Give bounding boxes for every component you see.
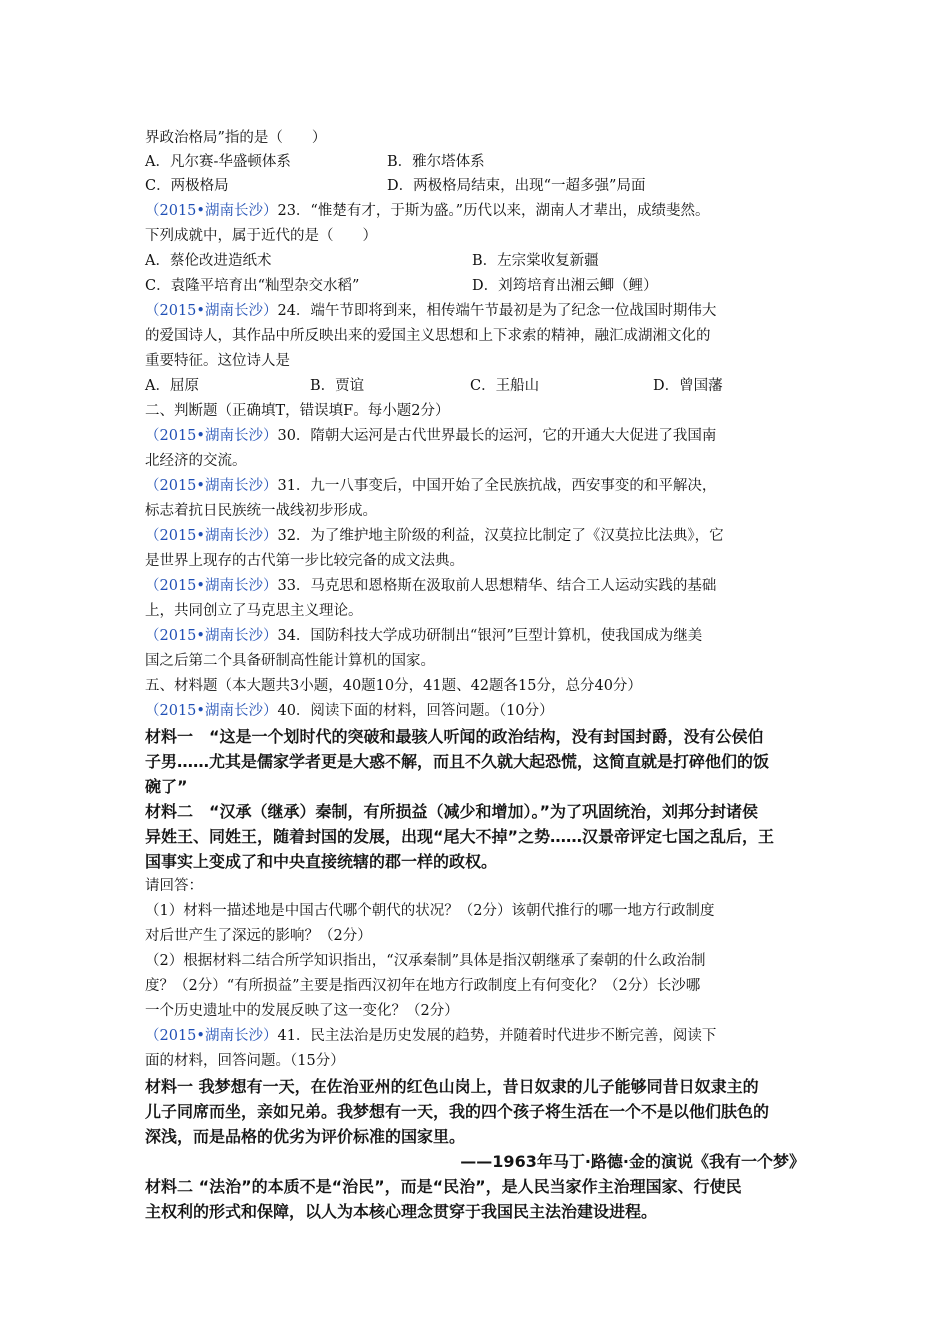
source-tag: （2015•湖南长沙）	[145, 478, 278, 494]
source-tag: （2015•湖南长沙）	[145, 628, 278, 644]
q40-text: 40．阅读下面的材料，回答问题。（10分）	[277, 703, 554, 719]
q23-option-a: A．蔡伦改进造纸术	[145, 253, 272, 269]
q41-material-2-line-2: 主权利的形式和保障，以人为本核心理念贯穿于我国民主法治建设进程。	[145, 1202, 658, 1221]
source-tag: （2015•湖南长沙）	[145, 428, 278, 444]
q22-option-a: A．凡尔赛-华盛顿体系	[145, 154, 291, 170]
q22-option-d: D．两极格局结束，出现“一超多强”局面	[387, 178, 646, 194]
q23-option-d: D．刘筠培育出湘云鲫（鲤）	[472, 278, 658, 294]
q33-text: 33．马克思和恩格斯在汲取前人思想精华、结合工人运动实践的基础	[277, 578, 717, 594]
q24-line-2: 的爱国诗人，其作品中所反映出来的爱国主义思想和上下求索的精神，融汇成湖湘文化的	[145, 328, 711, 344]
q34-line-1	[145, 626, 702, 646]
q40-material-2-line-1: 材料二 “汉承（继承）秦制，有所损益（减少和增加）。”为了巩固统治，刘邦分封诸侯	[145, 802, 759, 821]
q23-text: 23．“惟楚有才，于斯为盛。”历代以来，湖南人才辈出，成绩斐然。	[277, 203, 710, 219]
q24-option-a: A．屈原	[145, 378, 199, 394]
q30-text: 30．隋朝大运河是古代世界最长的运河，它的开通大大促进了我国南	[277, 428, 717, 444]
q41-text: 41．民主法治是历史发展的趋势，并随着时代进步不断完善，阅读下	[277, 1028, 717, 1044]
q40-ask: 请回答：	[145, 878, 203, 894]
q31-text: 31．九一八事变后，中国开始了全民族抗战，西安事变的和平解决，	[277, 478, 717, 494]
q23-line-2: 下列成就中，属于近代的是（ ）	[145, 228, 377, 244]
source-tag: （2015•湖南长沙）	[145, 528, 278, 544]
q41-line-2: 面的材料，回答问题。（15分）	[145, 1053, 345, 1069]
q41-material-1-attribution: ——1963年马丁·路德·金的演说《我有一个梦》	[460, 1152, 805, 1171]
q41-material-2-line-1: 材料二 “法治”的本质不是“治民”，而是“民治”，是人民当家作主治理国家、行使民	[145, 1177, 742, 1196]
q41-material-1-line-1: 材料一 我梦想有一天，在佐治亚州的红色山岗上，昔日奴隶的儿子能够同昔日奴隶主的	[145, 1077, 759, 1096]
q40-part-2-line-1: （2）根据材料二结合所学知识指出，“汉承秦制”具体是指汉朝继承了秦朝的什么政治制	[145, 953, 706, 969]
q30-line-1	[145, 426, 716, 446]
q33-line-1	[145, 576, 716, 596]
q24-option-c: C．王船山	[470, 378, 540, 394]
q40-part-2-line-3: 一个历史遗址中的发展反映了这一变化？（2分）	[145, 1003, 459, 1019]
section-2-heading: 二、判断题（正确填T，错误填F。每小题2分）	[145, 403, 450, 419]
source-tag: （2015•湖南长沙）	[145, 1028, 278, 1044]
q32-line-2: 是世界上现存的古代第一步比较完备的成文法典。	[145, 553, 464, 569]
q40-material-1-line-3: 碗了”	[145, 777, 188, 796]
q22-option-b: B．雅尔塔体系	[387, 154, 485, 170]
source-tag: （2015•湖南长沙）	[145, 203, 278, 219]
q41-material-1-line-3: 深浅，而是品格的优劣为评价标准的国家里。	[145, 1127, 466, 1146]
q31-line-2: 标志着抗日民族统一战线初步形成。	[145, 503, 377, 519]
q41-material-1-line-2: 儿子同席而坐，亲如兄弟。我梦想有一天，我的四个孩子将生活在一个不是以他们肤色的	[145, 1102, 770, 1121]
q40-material-1-line-2: 子男……尤其是儒家学者更是大惑不解，而且不久就大起恐慌，这简直就是打碎他们的饭	[145, 752, 770, 771]
source-tag: （2015•湖南长沙）	[145, 303, 278, 319]
source-tag: （2015•湖南长沙）	[145, 703, 278, 719]
q40-material-2-line-2: 异姓王、同姓王，随着封国的发展，出现“尾大不掉”之势……汉景帝评定七国之乱后，王	[145, 827, 775, 846]
q30-line-2: 北经济的交流。	[145, 453, 247, 469]
q23-option-b: B．左宗棠收复新疆	[472, 253, 599, 269]
q34-line-2: 国之后第二个具备研制高性能计算机的国家。	[145, 653, 435, 669]
q34-text: 34．国防科技大学成功研制出“银河”巨型计算机，使我国成为继美	[277, 628, 703, 644]
q23-line-1	[145, 201, 710, 221]
q40-material-2-line-3: 国事实上变成了和中央直接统辖的郡一样的政权。	[145, 852, 498, 871]
q24-line-3: 重要特征。这位诗人是	[145, 353, 290, 369]
q40-part-2-line-2: 度？（2分）“有所损益”主要是指西汉初年在地方行政制度上有何变化？（2分）长沙哪	[145, 978, 701, 994]
q40-part-1-line-1: （1）材料一描述地是中国古代哪个朝代的状况？（2分）该朝代推行的哪一地方行政制度	[145, 903, 715, 919]
q32-text: 32．为了维护地主阶级的利益，汉莫拉比制定了《汉莫拉比法典》，它	[277, 528, 724, 544]
section-5-heading: 五、材料题（本大题共3小题，40题10分，41题、42题各15分，总分40分）	[145, 678, 642, 694]
q31-line-1	[145, 476, 716, 496]
q22-option-c: C．两极格局	[145, 178, 229, 194]
q40-material-1-line-1: 材料一 “这是一个划时代的突破和最骇人听闻的政治结构，没有封国封爵，没有公侯伯	[145, 727, 764, 746]
q24-text: 24．端午节即将到来，相传端午节最初是为了纪念一位战国时期伟大	[277, 303, 717, 319]
q32-line-1	[145, 526, 724, 546]
source-tag: （2015•湖南长沙）	[145, 578, 278, 594]
q40-part-1-line-2: 对后世产生了深远的影响？（2分）	[145, 928, 372, 944]
q24-option-d: D．曾国藩	[653, 378, 723, 394]
q23-option-c: C．袁隆平培育出“籼型杂交水稻”	[145, 278, 360, 294]
q40-line-1	[145, 701, 554, 721]
q24-line-1	[145, 301, 716, 321]
q41-line-1	[145, 1026, 716, 1046]
q22-tail: 界政治格局”指的是（ ）	[145, 130, 327, 146]
q24-option-b: B．贾谊	[310, 378, 365, 394]
q33-line-2: 上，共同创立了马克思主义理论。	[145, 603, 363, 619]
